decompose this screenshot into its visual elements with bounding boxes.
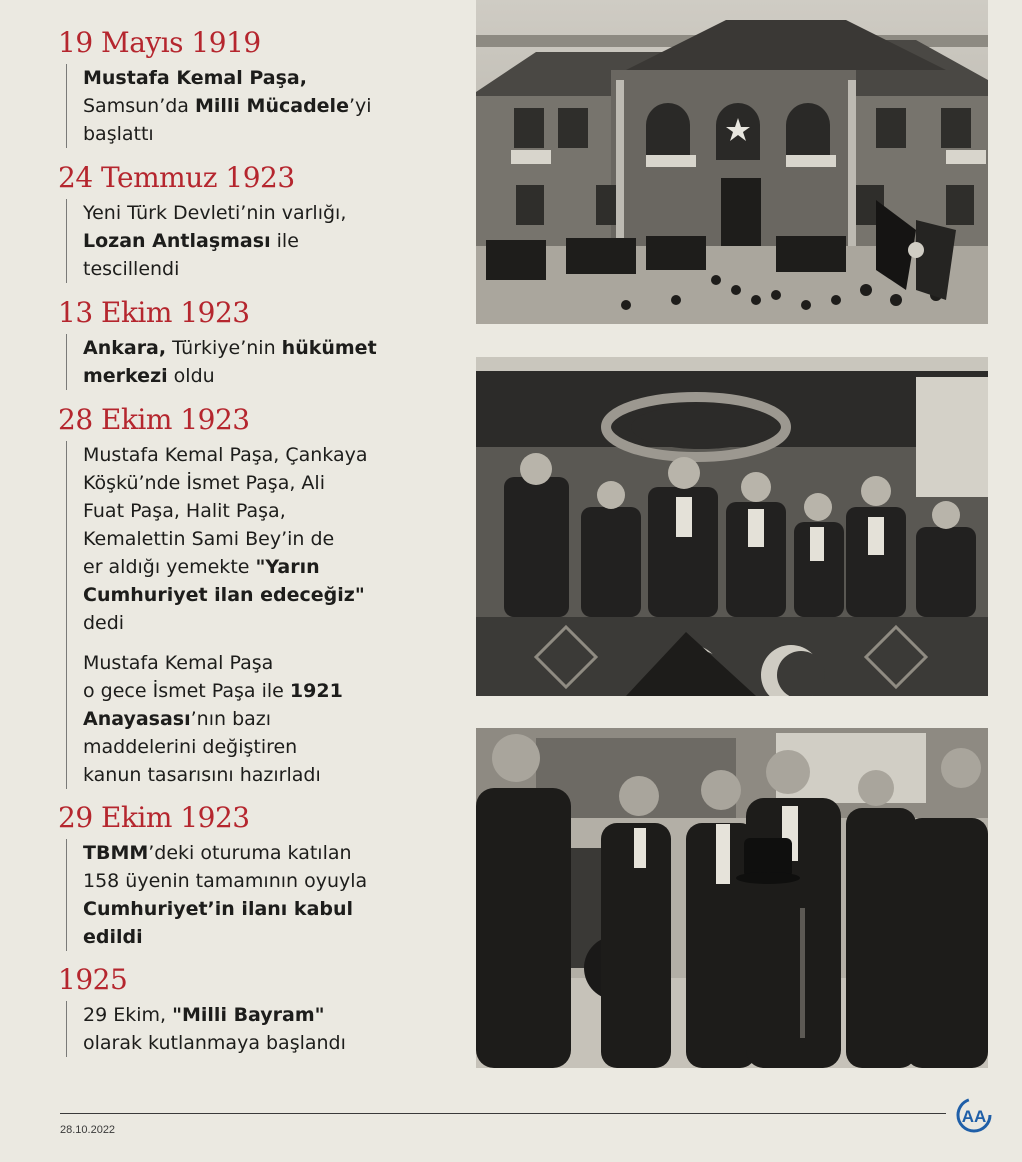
timeline-entry xyxy=(58,298,458,390)
walking-dignitaries-photo xyxy=(476,728,988,1068)
timeline-entry xyxy=(58,28,458,148)
aa-logo-text: AA xyxy=(961,1107,987,1126)
entry-date: 19 Mayıs 1919 xyxy=(58,26,261,59)
entry-body xyxy=(66,839,458,951)
entry-date: 13 Ekim 1923 xyxy=(58,296,250,329)
aa-logo xyxy=(956,1097,992,1133)
timeline xyxy=(0,0,470,1100)
emphasis-text: "Milli Bayram" xyxy=(172,1004,325,1026)
emphasis-text: Mustafa Kemal Paşa, xyxy=(83,67,307,89)
timeline-entry xyxy=(58,405,458,789)
emphasis-text: Ankara, xyxy=(83,337,167,359)
entry-body xyxy=(66,441,458,789)
parliament-building-photo xyxy=(476,0,988,324)
entry-text: Ankara, Türkiye’nin hükümet merkezi oldu xyxy=(83,337,377,387)
emphasis-text: Milli Mücadele xyxy=(194,95,349,117)
timeline-entry xyxy=(58,803,458,951)
entry-text: TBMM’deki oturuma katılan 158 üyenin tamamının oyuyla Cumhuriyet’in ilanı kabul edildi xyxy=(83,842,368,948)
emphasis-text: Cumhuriyet’in ilanı kabul xyxy=(83,898,354,920)
timeline-entry xyxy=(58,163,458,283)
emphasis-text: Lozan Antlaşması xyxy=(83,230,271,252)
emphasis-text: merkezi xyxy=(83,365,168,387)
entry-text: Mustafa Kemal Paşa o gece İsmet Paşa ile 1921 Anayasası’nın bazı maddelerini değiştiren kanun tasarısını hazırladı xyxy=(83,652,343,786)
timeline-entry xyxy=(58,965,458,1057)
emphasis-text: 1921 xyxy=(289,680,343,702)
emphasis-text: "Yarın xyxy=(255,556,320,578)
entry-date: 24 Temmuz 1923 xyxy=(58,161,295,194)
entry-body xyxy=(66,199,458,283)
entry-text: Mustafa Kemal Paşa, Çankaya Köşkü’nde İsmet Paşa, Ali Fuat Paşa, Halit Paşa, Kemalettin Sami Bey’in de er aldığı yemekte "Yarın Cumhuriyet ilan edeceğiz" dedi xyxy=(83,444,368,634)
tribune-ceremony-photo xyxy=(476,357,988,696)
entry-body xyxy=(66,334,458,390)
footer-divider xyxy=(60,1113,946,1114)
footer-date: 28.10.2022 xyxy=(60,1124,116,1136)
entry-date: 28 Ekim 1923 xyxy=(58,403,250,436)
emphasis-text: edildi xyxy=(83,926,143,948)
entry-date: 29 Ekim 1923 xyxy=(58,801,250,834)
emphasis-text: Cumhuriyet ilan edeceğiz" xyxy=(83,584,365,606)
entry-text: Mustafa Kemal Paşa, Samsun’da Milli Mücadele’yi başlattı xyxy=(83,67,372,145)
emphasis-text: TBMM xyxy=(83,842,149,864)
emphasis-text: hükümet xyxy=(281,337,377,359)
entry-text: 29 Ekim, "Milli Bayram" olarak kutlanmaya başlandı xyxy=(83,1004,346,1054)
entry-body xyxy=(66,64,458,148)
entry-text: Yeni Türk Devleti’nin varlığı, Lozan Antlaşması ile tescillendi xyxy=(83,202,347,280)
emphasis-text: Anayasası xyxy=(83,708,191,730)
entry-body xyxy=(66,1001,458,1057)
entry-date: 1925 xyxy=(58,963,128,996)
